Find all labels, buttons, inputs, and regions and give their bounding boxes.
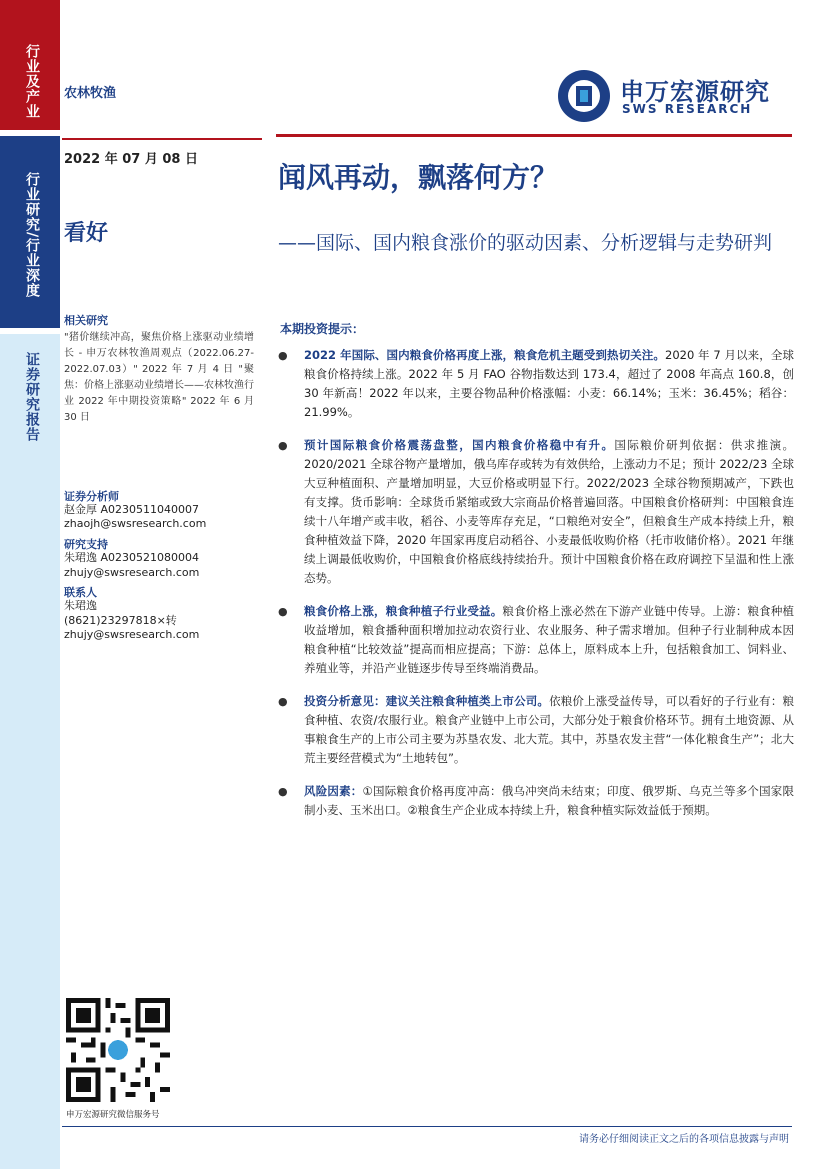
bullet-icon: ● xyxy=(278,605,288,618)
logo-emblem-icon xyxy=(556,68,614,124)
list-item xyxy=(278,692,794,768)
divider-left xyxy=(62,138,262,140)
bullet-lead: 预计国际粮食价格震荡盘整，国内粮食价格稳中有升。 xyxy=(304,438,615,452)
bullet-lead: 风险因素： xyxy=(304,784,363,798)
bullet-icon: ● xyxy=(278,695,288,708)
bullet-text: 国际粮价研判依据：供求推演。2020/2021 全球谷物产量增加，俄乌库存或转为有效供给，上涨动力不足；预计 2022/23 全球大豆种植面积、产量增加明显，大豆价格或明显下行。2022/2023 全球谷物预期减产，下跌也有支撑。货币影响：全球货币紧缩或致大宗商品价格普遍回落。中国粮食价格研判：中国粮食连续十八年增产或丰收，稻谷、小麦等库存充足，“口粮绝对安全”，但粮食生产成本持续上升，粮食种植效益下降，2020 年国家再度启动稻谷、小麦最低收购价格（托市收储价格）。2021 年继续上调最低收购价，中国粮食价格底线持续抬升。预计中国粮食价格在政府调控下呈温和性上涨态势。 xyxy=(304,438,795,585)
disclaimer-footer: 请务必仔细阅读正文之后的各项信息披露与声明 xyxy=(579,1134,789,1145)
side-tab-industry-label: 行业及产业 xyxy=(24,44,40,119)
side-tab-report-label: 证券研究报告 xyxy=(24,352,40,442)
list-item xyxy=(278,436,794,588)
logo-text-en: SWS RESEARCH xyxy=(622,102,753,116)
bullet-text: ①国际粮食价格再度冲高：俄乌冲突尚未结束；印度、俄罗斯、乌克兰等多个国家限制小麦、玉米出口。②粮食生产企业成本持续上升，粮食种植实际效益低于预期。 xyxy=(304,784,794,817)
related-research-heading: 相关研究 xyxy=(64,314,108,327)
side-tab-research-type-label: 行业研究/行业深度 xyxy=(24,172,40,299)
report-subtitle: ——国际、国内粮食涨价的驱动因素、分析逻辑与走势研判 xyxy=(278,232,773,254)
bullet-text: 依粮价上涨受益传导，可以看好的子行业有：粮食种植、农资/农服行业。粮食产业链中上市公司，大部分处于粮食价格环节。拥有土地资源、从事粮食生产的上市公司主要为苏垦农发、北大荒。其中，苏垦农发主营“一体化粮食生产”；北大荒主要经营模式为“土地转包”。 xyxy=(304,694,795,765)
bullet-icon: ● xyxy=(278,785,288,798)
support-email[interactable]: zhujy@swsresearch.com xyxy=(64,566,200,579)
contact-name: 朱珺逸 xyxy=(64,599,97,612)
wechat-qr-code xyxy=(66,998,170,1102)
contact-heading: 联系人 xyxy=(64,586,97,599)
support-heading: 研究支持 xyxy=(64,538,108,551)
bullet-icon: ● xyxy=(278,439,288,452)
footer-divider xyxy=(62,1126,792,1127)
related-research-list: "猪价继续冲高，聚焦价格上涨驱动业绩增长 - 申万农林牧渔周观点（2022.06.27-2022.07.03）" 2022 年 7 月 4 日 "聚焦：价格上涨驱动业绩增长——农林牧渔行业 2022 年中期投资策略" 2022 年 6 月 30 日 xyxy=(64,332,254,423)
bullet-lead: 粮食价格上涨，粮食种植子行业受益。 xyxy=(304,604,503,618)
bullet-lead: 2022 年国际、国内粮食价格再度上涨，粮食危机主题受到热切关注。 xyxy=(304,348,665,362)
analyst-name: 赵金厚 A0230511040007 xyxy=(64,503,200,516)
industry-name: 农林牧渔 xyxy=(64,86,117,101)
side-tab-report xyxy=(0,334,60,1169)
list-item xyxy=(278,346,794,422)
bullet-text: 粮食价格上涨必然在下游产业链中传导。上游：粮食种植收益增加，粮食播种面积增加拉动农资行业、农业服务、种子需求增加。但种子行业制种成本因粮食种植“比较效益”提高而相应提高；下游：总体上，原料成本上升，包括粮食加工、饲料业、养殖业等，并沿产业链逐步传导至终端消费品。 xyxy=(304,604,795,675)
qr-caption: 申万宏源研究微信服务号 xyxy=(66,1110,160,1120)
bullet-icon: ● xyxy=(278,349,288,362)
report-title: 闻风再动，飘落何方？ xyxy=(278,161,559,194)
contact-phone: (8621)23297818×转 xyxy=(64,614,177,627)
investment-rating: 看好 xyxy=(64,221,109,246)
highlights-heading: 本期投资提示： xyxy=(280,322,365,336)
logo-text-cn: 申万宏源研究 xyxy=(620,78,770,106)
bullet-text: 2020 年 7 月以来，全球粮食价格持续上涨。2022 年 5 月 FAO 谷物指数达到 173.4，超过了 2008 年高点 160.8，创 30 年新高！2022 年以来，主要谷物品种价格涨幅：小麦：66.14%；玉米：36.45%；稻谷：21.99%。 xyxy=(304,348,794,419)
report-date: 2022 年 07 月 08 日 xyxy=(64,152,198,167)
analyst-heading: 证券分析师 xyxy=(64,490,119,503)
divider-right xyxy=(276,134,792,137)
list-item xyxy=(278,782,794,820)
contact-email[interactable]: zhujy@swsresearch.com xyxy=(64,628,200,641)
list-item xyxy=(278,602,794,678)
bullet-lead: 投资分析意见：建议关注粮食种植类上市公司。 xyxy=(304,694,550,708)
highlights-list xyxy=(278,346,794,834)
support-name: 朱珺逸 A0230521080004 xyxy=(64,551,200,564)
analyst-email[interactable]: zhaojh@swsresearch.com xyxy=(64,517,207,530)
qr-code-icon xyxy=(66,998,170,1102)
